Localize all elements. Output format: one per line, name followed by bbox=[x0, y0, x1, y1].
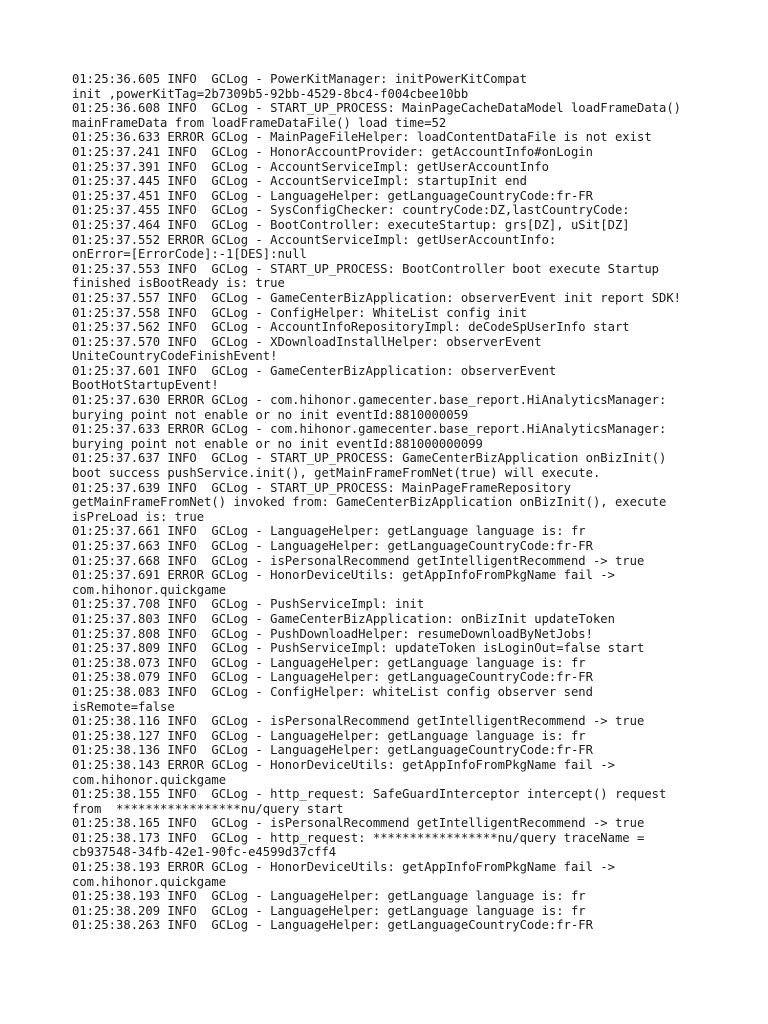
log-line: 01:25:37.691 ERROR GCLog - HonorDeviceUtils: getAppInfoFromPkgName fail -> bbox=[72, 568, 615, 583]
log-line: 01:25:38.083 INFO GCLog - ConfigHelper: whiteList config observer send bbox=[72, 684, 593, 699]
log-line: 01:25:37.552 ERROR GCLog - AccountServiceImpl: getUserAccountInfo: bbox=[72, 232, 557, 247]
log-line: 01:25:37.637 INFO GCLog - START_UP_PROCESS: GameCenterBizApplication onBizInit() bbox=[72, 451, 667, 466]
log-line: getMainFrameFromNet() invoked from: GameCenterBizApplication onBizInit(), execute bbox=[72, 495, 667, 510]
log-line: 01:25:37.803 INFO GCLog - GameCenterBizApplication: onBizInit updateToken bbox=[72, 611, 615, 626]
log-line: 01:25:37.633 ERROR GCLog - com.hihonor.gamecenter.base_report.HiAnalyticsManager: bbox=[72, 422, 667, 437]
log-line: 01:25:37.630 ERROR GCLog - com.hihonor.gamecenter.base_report.HiAnalyticsManager: bbox=[72, 393, 667, 408]
log-line: 01:25:37.808 INFO GCLog - PushDownloadHelper: resumeDownloadByNetJobs! bbox=[72, 626, 593, 641]
log-line: init ,powerKitTag=2b7309b5-92bb-4529-8bc4-f004cbee10bb bbox=[72, 86, 469, 101]
log-line: burying point not enable or no init eventId:8810000059 bbox=[72, 407, 469, 422]
log-line: 01:25:38.173 INFO GCLog - http_request: *****************nu/query traceName = bbox=[72, 830, 645, 845]
log-line: 01:25:37.455 INFO GCLog - SysConfigChecker: countryCode:DZ,lastCountryCode: bbox=[72, 203, 630, 218]
log-line: 01:25:37.639 INFO GCLog - START_UP_PROCESS: MainPageFrameRepository bbox=[72, 480, 571, 495]
log-line: 01:25:37.557 INFO GCLog - GameCenterBizApplication: observerEvent init report SDK! bbox=[72, 290, 682, 305]
log-line: 01:25:38.193 INFO GCLog - LanguageHelper: getLanguage language is: fr bbox=[72, 889, 586, 904]
log-line: isRemote=false bbox=[72, 699, 175, 714]
log-line: 01:25:37.451 INFO GCLog - LanguageHelper: getLanguageCountryCode:fr-FR bbox=[72, 188, 593, 203]
log-line: 01:25:36.605 INFO GCLog - PowerKitManager: initPowerKitCompat bbox=[72, 72, 527, 86]
log-line: com.hihonor.quickgame bbox=[72, 772, 227, 787]
log-line: 01:25:36.633 ERROR GCLog - MainPageFileHelper: loadContentDataFile is not exist bbox=[72, 130, 652, 145]
log-line: onError=[ErrorCode]:-1[DES]:null bbox=[72, 247, 307, 262]
log-line: 01:25:37.464 INFO GCLog - BootController: executeStartup: grs[DZ], uSit[DZ] bbox=[72, 217, 630, 232]
log-line: 01:25:38.193 ERROR GCLog - HonorDeviceUtils: getAppInfoFromPkgName fail -> bbox=[72, 860, 615, 875]
log-line: 01:25:38.165 INFO GCLog - isPersonalRecommend getIntelligentRecommend -> true bbox=[72, 816, 645, 831]
log-line: mainFrameData from loadFrameDataFile() load time=52 bbox=[72, 115, 447, 130]
log-line: 01:25:38.127 INFO GCLog - LanguageHelper: getLanguage language is: fr bbox=[72, 728, 586, 743]
log-line: 01:25:37.570 INFO GCLog - XDownloadInstallHelper: observerEvent bbox=[72, 334, 542, 349]
log-line: 01:25:37.708 INFO GCLog - PushServiceImpl: init bbox=[72, 597, 425, 612]
log-line: 01:25:37.601 INFO GCLog - GameCenterBizApplication: observerEvent bbox=[72, 363, 557, 378]
log-line: 01:25:37.391 INFO GCLog - AccountServiceImpl: getUserAccountInfo bbox=[72, 159, 549, 174]
log-line: 01:25:37.445 INFO GCLog - AccountServiceImpl: startupInit end bbox=[72, 174, 527, 189]
log-document bbox=[72, 72, 732, 933]
log-line: cb937548-34fb-42e1-90fc-e4599d37cff4 bbox=[72, 845, 337, 860]
log-line: 01:25:37.558 INFO GCLog - ConfigHelper: WhiteList config init bbox=[72, 305, 527, 320]
log-line: 01:25:38.116 INFO GCLog - isPersonalRecommend getIntelligentRecommend -> true bbox=[72, 714, 645, 729]
log-line: BootHotStartupEvent! bbox=[72, 378, 219, 393]
log-line: 01:25:38.263 INFO GCLog - LanguageHelper: getLanguageCountryCode:fr-FR bbox=[72, 918, 593, 933]
log-line: 01:25:37.809 INFO GCLog - PushServiceImpl: updateToken isLoginOut=false start bbox=[72, 641, 645, 656]
log-line: UniteCountryCodeFinishEvent! bbox=[72, 349, 278, 364]
log-line: isPreLoad is: true bbox=[72, 509, 205, 524]
log-line: finished isBootReady is: true bbox=[72, 276, 285, 291]
log-line: 01:25:36.608 INFO GCLog - START_UP_PROCESS: MainPageCacheDataModel loadFrameData() bbox=[72, 101, 682, 116]
log-line: burying point not enable or no init eventId:881000000099 bbox=[72, 436, 483, 451]
log-line: 01:25:37.661 INFO GCLog - LanguageHelper: getLanguage language is: fr bbox=[72, 524, 586, 539]
log-line: from *****************nu/query start bbox=[72, 801, 344, 816]
log-line: 01:25:37.663 INFO GCLog - LanguageHelper: getLanguageCountryCode:fr-FR bbox=[72, 539, 593, 553]
log-line: 01:25:38.155 INFO GCLog - http_request: SafeGuardInterceptor intercept() request bbox=[72, 787, 667, 802]
log-line: com.hihonor.quickgame bbox=[72, 874, 227, 889]
log-line: 01:25:37.668 INFO GCLog - isPersonalRecommend getIntelligentRecommend -> true bbox=[72, 553, 645, 568]
log-line: 01:25:38.143 ERROR GCLog - HonorDeviceUtils: getAppInfoFromPkgName fail -> bbox=[72, 757, 615, 772]
log-line: com.hihonor.quickgame bbox=[72, 582, 227, 597]
log-line: 01:25:37.241 INFO GCLog - HonorAccountProvider: getAccountInfo#onLogin bbox=[72, 144, 593, 159]
log-line: 01:25:38.209 INFO GCLog - LanguageHelper: getLanguage language is: fr bbox=[72, 903, 586, 918]
log-line: 01:25:38.136 INFO GCLog - LanguageHelper: getLanguageCountryCode:fr-FR bbox=[72, 743, 593, 758]
log-line: 01:25:38.073 INFO GCLog - LanguageHelper: getLanguage language is: fr bbox=[72, 655, 586, 670]
log-line: 01:25:37.562 INFO GCLog - AccountInfoRepositoryImpl: deCodeSpUserInfo start bbox=[72, 320, 630, 335]
log-line: 01:25:37.553 INFO GCLog - START_UP_PROCESS: BootController boot execute Startup bbox=[72, 261, 659, 276]
log-line: boot success pushService.init(), getMainFrameFromNet(true) will execute. bbox=[72, 466, 601, 481]
log-line: 01:25:38.079 INFO GCLog - LanguageHelper: getLanguageCountryCode:fr-FR bbox=[72, 670, 593, 685]
